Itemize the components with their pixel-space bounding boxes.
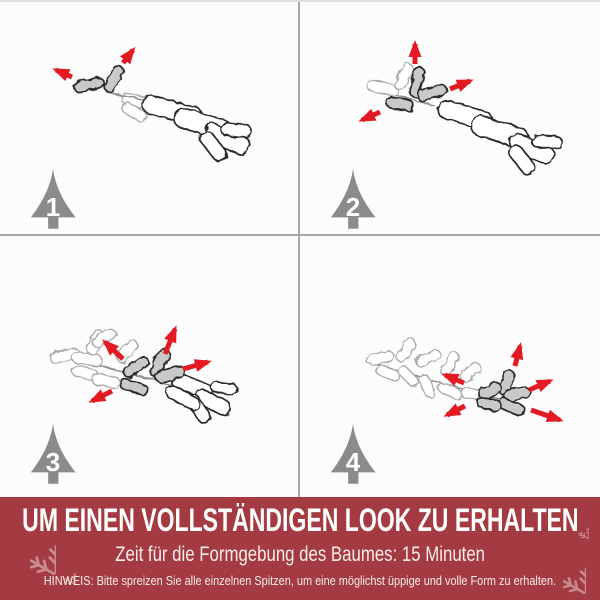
spread-tips bbox=[73, 64, 125, 94]
tree-step-icon-2 bbox=[326, 167, 380, 231]
banner bbox=[0, 497, 600, 600]
banner-subtitle: Zeit für die Formgebung des Baumes: 15 Minuten bbox=[115, 543, 485, 566]
step-panel-3 bbox=[0, 236, 300, 499]
step-panel-2 bbox=[300, 2, 600, 236]
banner-headline: UM EINEN VOLLSTÄNDIGEN LOOK ZU ERHALTEN bbox=[21, 502, 579, 538]
branch-body bbox=[141, 94, 253, 164]
step-number-4: 4 bbox=[345, 447, 361, 477]
unspread-tips-outline bbox=[366, 62, 415, 97]
branch-body bbox=[436, 99, 563, 178]
unspread-tips-outline bbox=[365, 336, 483, 400]
step-panel-4 bbox=[300, 236, 600, 499]
banner-note: HINWEIS: Bitte spreizen Sie alle einzelnen Spitzen, um eine möglichst üppige und volle Form zu erhalten. bbox=[43, 573, 557, 588]
tree-step-icon-4 bbox=[326, 422, 380, 486]
tree-step-icon-1 bbox=[26, 167, 80, 231]
tree-step-icon-3 bbox=[26, 422, 80, 486]
step-number-2: 2 bbox=[345, 192, 361, 222]
spread-tips bbox=[476, 369, 531, 417]
step-panel-1 bbox=[0, 2, 300, 236]
step-number-3: 3 bbox=[45, 447, 61, 477]
step-number-1: 1 bbox=[45, 192, 61, 222]
